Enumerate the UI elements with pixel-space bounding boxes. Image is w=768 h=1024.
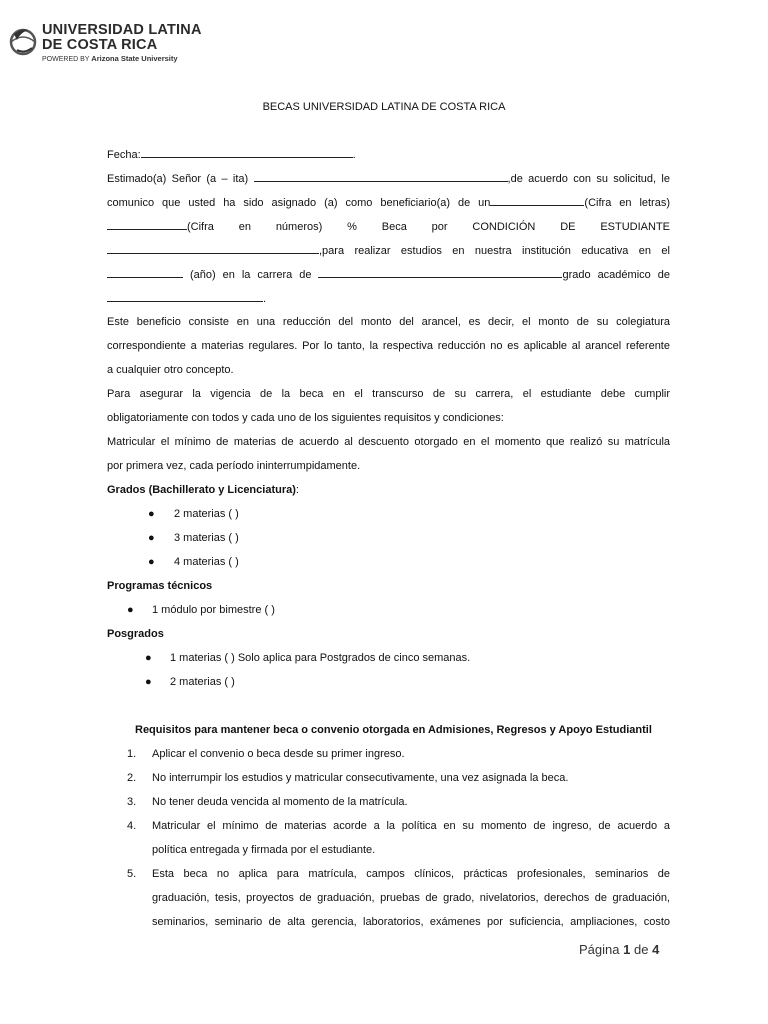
numbered-item bbox=[107, 817, 670, 841]
item-text: graduación, tesis, proyectos de graduación, pruebas de grado, nivelatorios, derechos de graduación, bbox=[152, 892, 670, 904]
fecha-blank bbox=[141, 145, 353, 158]
item-text: Matricular el mínimo de materias acorde a la política en su momento de ingreso, de acuerdo a bbox=[152, 820, 670, 832]
page-current: 1 bbox=[623, 942, 631, 957]
item-text: No tener deuda vencida al momento de la matrícula. bbox=[152, 796, 408, 808]
university-logo bbox=[8, 22, 208, 66]
fecha-line bbox=[107, 145, 670, 169]
paragraph-line: correspondiente a materias regulares. Por lo tanto, la respectiva reducción no es aplicable al arancel referente bbox=[107, 340, 670, 352]
ano-text: (año) en la carrera de bbox=[189, 269, 312, 281]
carrera-blank bbox=[318, 265, 562, 278]
fecha-label: Fecha: bbox=[107, 149, 141, 161]
numbered-item-continuation bbox=[107, 913, 670, 937]
item-number: 4. bbox=[127, 820, 137, 832]
bullet-icon: ● bbox=[127, 604, 134, 616]
list-item-text: 2 materias ( ) bbox=[170, 676, 235, 688]
globe-birds-icon bbox=[8, 24, 38, 58]
item-text: Esta beca no aplica para matrícula, campos clínicos, prácticas profesionales, seminarios de bbox=[152, 868, 670, 880]
list-item-text: 2 materias ( ) bbox=[174, 508, 239, 520]
numbered-item bbox=[107, 769, 670, 793]
logo-powered-by bbox=[42, 54, 178, 63]
paragraph-line: por primera vez, cada período ininterrumpidamente. bbox=[107, 460, 361, 472]
item-number: 3. bbox=[127, 796, 137, 808]
bullet-icon: ● bbox=[145, 676, 152, 688]
list-item-text: 4 materias ( ) bbox=[174, 556, 239, 568]
para-text: ,para realizar estudios en nuestra institución educativa en el bbox=[319, 245, 670, 257]
grado-blank bbox=[107, 289, 263, 302]
grados-heading-colon: : bbox=[295, 484, 299, 496]
para-line bbox=[107, 241, 670, 265]
cifra-line bbox=[107, 217, 670, 241]
cifra-text: (Cifra en números) % Beca por CONDICIÓN DE ESTUDIANTE bbox=[187, 221, 670, 233]
requisitos-heading: Requisitos para mantener beca o convenio otorgada en Admisiones, Regresos y Apoyo Estudiantil bbox=[135, 724, 652, 736]
grado-end: . bbox=[263, 293, 267, 305]
list-item bbox=[107, 601, 670, 625]
list-item bbox=[107, 529, 670, 553]
paragraph-line: obligatoriamente con todos y cada uno de los siguientes requisitos y condiciones: bbox=[107, 412, 504, 424]
page-sep: de bbox=[633, 942, 649, 957]
grados-heading-text: Grados (Bachillerato y Licenciatura) bbox=[107, 484, 296, 496]
tecnicos-heading: Programas técnicos bbox=[107, 580, 213, 592]
document-body bbox=[107, 145, 670, 937]
estimado-suffix: ,de acuerdo con su solicitud, le bbox=[507, 173, 670, 185]
estimado-prefix: Estimado(a) Señor (a – ita) bbox=[107, 173, 249, 185]
list-item-text: 3 materias ( ) bbox=[174, 532, 239, 544]
bullet-icon: ● bbox=[148, 508, 155, 520]
item-number: 2. bbox=[127, 772, 137, 784]
ano-line bbox=[107, 265, 670, 289]
item-text: Aplicar el convenio o beca desde su primer ingreso. bbox=[152, 748, 405, 760]
numbered-item-continuation bbox=[107, 889, 670, 913]
paragraph-line: Matricular el mínimo de materias de acuerdo al descuento otorgado en el momento que realizó su matrícula bbox=[107, 436, 670, 448]
list-item bbox=[107, 553, 670, 577]
numbered-item bbox=[107, 865, 670, 889]
fecha-end: . bbox=[352, 149, 356, 161]
list-item-text: 1 materias ( ) Solo aplica para Postgrados de cinco semanas. bbox=[170, 652, 471, 664]
paragraph-line: Este beneficio consiste en una reducción del monto del arancel, es decir, el monto de su colegiatura bbox=[107, 316, 670, 328]
list-item bbox=[107, 505, 670, 529]
item-number: 5. bbox=[127, 868, 137, 880]
bullet-icon: ● bbox=[148, 532, 155, 544]
numbered-item bbox=[107, 745, 670, 769]
ano-blank bbox=[107, 265, 183, 278]
cifra-letras-blank bbox=[490, 193, 584, 206]
spacer bbox=[107, 697, 670, 721]
bullet-icon: ● bbox=[148, 556, 155, 568]
page-total: 4 bbox=[652, 942, 660, 957]
paragraph-line: Para asegurar la vigencia de la beca en el transcurso de su carrera, el estudiante debe cumplir bbox=[107, 388, 670, 400]
logo-line-2: DE COSTA RICA bbox=[42, 37, 158, 53]
posgrados-heading: Posgrados bbox=[107, 628, 164, 640]
nombre-blank bbox=[254, 169, 508, 182]
item-text: seminarios, seminario de alta gerencia, laboratorios, exámenes por suficiencia, ampliaciones, costo bbox=[152, 916, 670, 928]
item-text: política entregada y firmada por el estudiante. bbox=[152, 844, 376, 856]
powered-by-name: Arizona State University bbox=[91, 54, 178, 63]
comunico-suffix: (Cifra en letras) bbox=[584, 197, 670, 209]
numbered-item bbox=[107, 793, 670, 817]
list-item bbox=[107, 673, 670, 697]
powered-by-prefix: POWERED BY bbox=[42, 56, 90, 63]
page-number bbox=[579, 942, 659, 957]
logo-line-1: UNIVERSIDAD LATINA bbox=[42, 22, 202, 38]
page-label: Página bbox=[579, 942, 620, 957]
list-item bbox=[107, 649, 670, 673]
item-text: No interrumpir los estudios y matricular consecutivamente, una vez asignada la beca. bbox=[152, 772, 569, 784]
list-item-text: 1 módulo por bimestre ( ) bbox=[152, 604, 275, 616]
estimado-line bbox=[107, 169, 670, 193]
grados-heading bbox=[107, 481, 670, 505]
bullet-icon: ● bbox=[145, 652, 152, 664]
comunico-line bbox=[107, 193, 670, 217]
grado-line bbox=[107, 289, 670, 313]
estudiante-blank bbox=[107, 241, 319, 254]
cifra-numeros-blank bbox=[107, 217, 187, 230]
item-number: 1. bbox=[127, 748, 137, 760]
paragraph-line: a cualquier otro concepto. bbox=[107, 364, 234, 376]
numbered-item-continuation bbox=[107, 841, 670, 865]
comunico-prefix: comunico que usted ha sido asignado (a) como beneficiario(a) de un bbox=[107, 197, 491, 209]
document-title: BECAS UNIVERSIDAD LATINA DE COSTA RICA bbox=[262, 101, 506, 113]
grado-text: grado académico de bbox=[562, 269, 670, 281]
